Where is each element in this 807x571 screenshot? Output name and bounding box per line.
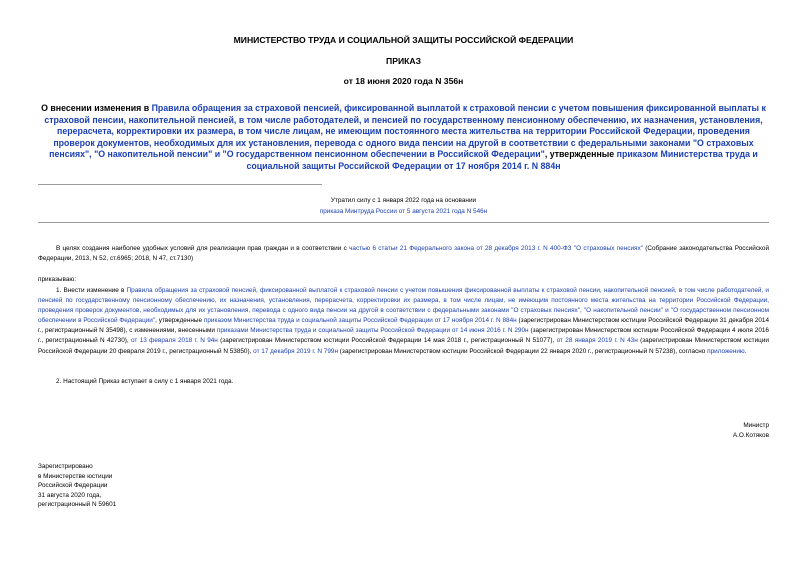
order-290n-link[interactable]: приказами Министерства труда и социальной защиты Российской Федерации от 14 июня 2016 г. N 290н	[216, 327, 529, 335]
signature-position: Министр	[743, 422, 769, 429]
order-799n-link[interactable]: от 17 декабря 2019 г. N 799н	[253, 347, 338, 355]
registration-line-2: в Министерстве юстиции	[38, 472, 113, 480]
document-title	[38, 103, 769, 173]
registration-line-1: Зарегистрировано	[38, 463, 93, 470]
law-400fz-link[interactable]: частью 6 статьи 21 Федерального закона от 28 декабря 2013 г. N 400-ФЗ "О страховых пенсиях"	[349, 245, 643, 252]
registration-line-3: Российской Федерации	[38, 482, 108, 490]
item-2-paragraph: 2. Настоящий Приказ вступает в силу с 1 января 2021 года.	[56, 378, 234, 385]
separator-full	[38, 222, 769, 223]
separator-short	[38, 184, 322, 185]
order-94n-link[interactable]: от 13 февраля 2018 г. N 94н	[131, 337, 218, 345]
rules-link[interactable]: Правила обращения за страховой пенсией, фиксированной выплатой к страховой пенсии с учетом повышения фиксированной выплаты к страховой пенсии, накопительной пенсией, в том числе работодателей, и пенсией по государственному пенсионному обеспечению, их назначения, установления, перерасчета, корректировки их размера, в том числе лицам, не имеющим постоянного места жительства на территории Российской Федерации, проведения проверок документов, необходимых для их установления, перевода с одного вида пенсии на другой в соответствии с федеральными законами "О страховых пенсиях", "О накопительной пенсии" и "О государственном пенсионном обеспечении в Российской Федерации"	[44, 103, 766, 160]
ministry-heading: МИНИСТЕРСТВО ТРУДА И СОЦИАЛЬНОЙ ЗАЩИТЫ РОССИЙСКОЙ ФЕДЕРАЦИИ	[233, 35, 574, 45]
intro-paragraph	[38, 244, 769, 264]
registration-block	[38, 462, 116, 510]
item1-text-4: (зарегистрирован Министерством юстиции Российской Федерации 14 мая 2018 г., регистрационный N 51077),	[217, 337, 557, 345]
item1-text-5: (зарегистрирован Министерством юстиции Российской Федерации 20 февраля 2019 г., регистрационный N 53850),	[38, 337, 769, 355]
item1-text-3: (зарегистрирован Министерством юстиции Российской Федерации 4 июля 2016 г., регистрационный N 42730),	[38, 327, 769, 345]
lost-force-link[interactable]: приказа Минтруда России от 5 августа 2021 года N 546н	[319, 208, 488, 215]
title-text-middle: , утвержденные	[544, 149, 617, 160]
order-884n-link[interactable]: приказом Министерства труда и социальной защиты Российской Федерации от 17 ноября 2014 г. N 884н	[246, 149, 758, 171]
item-1-paragraph	[38, 286, 769, 357]
order-word: приказываю:	[38, 276, 76, 283]
item1-order-884n-link[interactable]: приказом Министерства труда и социальной защиты Российской Федерации от 17 ноября 2014 г. N 884н	[203, 317, 517, 325]
lost-force-line1: Утратил силу с 1 января 2022 года на основании	[330, 197, 477, 204]
document-date-number: от 18 июня 2020 года N 356н	[343, 76, 464, 86]
title-text-before: О внесении изменения в	[41, 103, 152, 113]
item1-text-1: , утвержденные	[155, 317, 204, 325]
registration-line-5: регистрационный N 59601	[38, 501, 117, 509]
item1-prefix: 1. Внести изменение в	[56, 287, 127, 294]
intro-text-after: (Собрание законодательства Российской Федерации, 2013, N 52, ст.6965; 2018, N 47, ст.7130)	[38, 245, 770, 263]
order-43n-link[interactable]: от 28 января 2019 г. N 43н	[556, 337, 638, 345]
document-type: ПРИКАЗ	[386, 56, 421, 66]
appendix-link[interactable]: приложению	[707, 347, 745, 355]
intro-text-before: В целях создания наиболее удобных условий для реализации прав граждан и в соответствии с	[56, 245, 350, 252]
registration-line-4: 31 августа 2020 года,	[38, 491, 102, 499]
signature-name: А.О.Котяков	[732, 431, 769, 439]
signature-block	[733, 421, 769, 440]
item1-text-7: .	[744, 347, 747, 355]
item1-text-2: (зарегистрирован Министерством юстиции Российской Федерации 31 декабря 2014 г., регистрационный N 35498), с изменениями, внесенными	[38, 317, 770, 335]
item1-text-6: (зарегистрирован Министерством юстиции Российской Федерации 22 января 2020 г., регистрационный N 57238), согласно	[338, 347, 708, 355]
item1-rules-link[interactable]: Правила обращения за страховой пенсией, фиксированной выплатой к страховой пенсии с учетом повышения фиксированной выплаты к страховой пенсии, накопительной пенсией, в том числе работодателей, и пенсией по государственному пенсионному обеспечению, их назначения, установления, перерасчета, корректировки их размера, в том числе лицам, не имеющим постоянного места жительства на территории Российской Федерации, проведения проверок документов, необходимых для их установления, перевода с одного вида пенсии на другой в соответствии с федеральными законами "О страховых пенсиях", "О накопительной пенсии" и "О государственном пенсионном обеспечении в Российской Федерации"	[38, 287, 769, 325]
